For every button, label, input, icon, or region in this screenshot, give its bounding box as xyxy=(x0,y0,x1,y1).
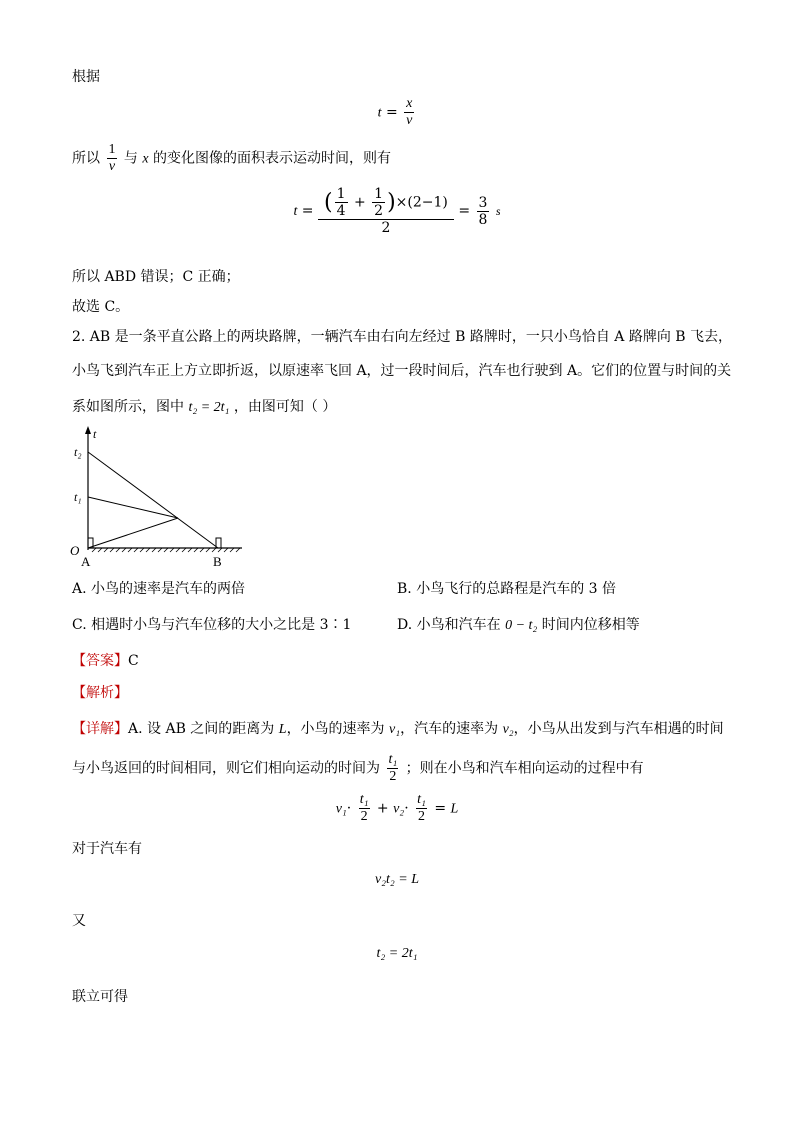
eq3-frac1 xyxy=(358,792,371,825)
detail-fd: 2 xyxy=(389,769,397,784)
bird-outbound-line xyxy=(88,518,178,548)
equation-t2-2t1: t₂ = 2t₁ xyxy=(376,946,418,961)
eq3-frac2 xyxy=(415,792,428,825)
detail-l1b: ，小鸟的速率为 xyxy=(286,721,385,737)
t-axis-label: t xyxy=(93,427,97,441)
eq2-lhs: t xyxy=(293,204,298,219)
p2-b: 与 xyxy=(123,150,138,167)
eq3-v1: v₁ xyxy=(335,801,347,817)
text-abd-wrong: 所以 ABD 错误；C 正确； xyxy=(72,269,240,285)
option-b: B. 小鸟飞行的总路程是汽车的 3 倍 xyxy=(397,581,616,597)
eq2-rnum: 3 xyxy=(478,194,488,211)
eq3-L: L xyxy=(450,801,459,817)
p2-c: 的变化图像的面积表示运动时间，则有 xyxy=(153,150,392,167)
detail-fraction xyxy=(386,752,399,785)
eq1-den: v xyxy=(406,113,413,128)
t1-label: t₁ xyxy=(74,490,82,504)
eq2-big-fraction: ( $\frac{1}{4}$ + $\frac{1}{2}$ )×(2−1) 2 xyxy=(320,186,452,236)
text-for-car: 对于汽车有 xyxy=(72,841,142,857)
text-according: 根据 xyxy=(72,69,100,85)
detail-tag: 【详解】 xyxy=(72,721,128,737)
p2-fden: v xyxy=(108,159,116,174)
p2-fnum: 1 xyxy=(108,142,116,157)
detail-l1a: A. 设 AB 之间的距离为 xyxy=(128,721,275,737)
detail-v2: v₂ xyxy=(502,722,514,737)
detail-l2a: 与小鸟返回的时间相同，则它们相向运动的时间为 xyxy=(72,760,380,777)
question-2-line1: 2. AB 是一条平直公路上的两块路牌，一辆汽车由右向左经过 B 路牌时，一只小鸟恰自 A 路牌向 B 飞去， xyxy=(72,329,733,345)
option-d-post: 时间内位移相等 xyxy=(541,617,640,633)
detail-line1 xyxy=(72,718,724,738)
p2-x: x xyxy=(142,151,149,167)
eq3-v2: v₂ xyxy=(393,801,405,817)
question-2-line2: 小鸟飞到汽车正上方立即折返，以原速率飞回 A，过一段时间后，汽车也行驶到 A。它们的位置与时间的关 xyxy=(72,363,732,379)
bird-return-line xyxy=(88,497,178,518)
detail-l1c: ，汽车的速率为 xyxy=(400,721,499,737)
analysis-tag: 【解析】 xyxy=(72,685,128,701)
car-line xyxy=(88,452,218,548)
eq3-t1b: t₁ xyxy=(417,792,426,807)
text-also: 又 xyxy=(72,913,86,929)
label-b: B xyxy=(213,554,222,569)
question-2-line3 xyxy=(72,396,336,416)
q2-line3b: ，由图可知（ ） xyxy=(233,399,337,415)
eq3-t1a: t₁ xyxy=(359,792,369,807)
detail-line2 xyxy=(72,752,644,785)
q2-line3-eq: t₂ = 2t₁ xyxy=(188,400,230,415)
eq2-c: 1 xyxy=(374,186,384,202)
eq2-b: 4 xyxy=(336,203,346,219)
eq2-d: 2 xyxy=(374,203,384,219)
eq3-two-a: 2 xyxy=(360,809,368,824)
p2-fraction xyxy=(106,142,117,175)
option-d xyxy=(397,614,640,634)
option-a: A. 小鸟的速率是汽车的两倍 xyxy=(72,581,246,597)
answer-tag: 【答案】 xyxy=(72,653,128,669)
eq2-a: 1 xyxy=(336,186,346,202)
eq2-times: ×(2−1) xyxy=(395,194,448,211)
eq1-lhs: t xyxy=(377,105,382,121)
text-combine: 联立可得 xyxy=(72,989,128,1005)
t-axis-arrow-icon xyxy=(85,426,91,434)
eq1-num: x xyxy=(406,96,413,111)
text-area-meaning xyxy=(72,142,391,175)
equation-car: v₂t₂ = L xyxy=(374,872,420,887)
detail-L: L xyxy=(278,722,287,737)
answer-line xyxy=(72,650,139,670)
label-a: A xyxy=(81,554,91,569)
option-d-pre: D. 小鸟和汽车在 xyxy=(397,617,501,633)
option-d-eq: 0 − t₂ xyxy=(505,618,538,633)
origin-label: O xyxy=(70,543,80,558)
equation-time-area: t = ( $\frac{1}{4}$ + $\frac{1}{2}$ )×(2−1) 2 = $\frac{3}{8}$ s xyxy=(293,186,501,236)
eq2-den: 2 xyxy=(318,219,454,236)
detail-v1: v₁ xyxy=(389,722,401,737)
eq2-result-fraction xyxy=(477,195,490,228)
answer-value: C xyxy=(128,653,139,669)
option-c: C. 相遇时小鸟与汽车位移的大小之比是 3∶1 xyxy=(72,617,352,633)
q2-line3a: 系如图所示，图中 xyxy=(72,399,184,415)
detail-fn: t₁ xyxy=(388,752,398,767)
equation-meeting: v₁· $\frac{\text{t₁}}{2}$ + v₂· $\frac{\text{t₁}}{2}$ = L xyxy=(335,792,459,824)
t2-label: t₂ xyxy=(74,445,82,459)
detail-l2b: ；则在小鸟和汽车相向运动的过程中有 xyxy=(405,760,644,777)
text-choose-c: 故选 C。 xyxy=(72,299,130,315)
equation-t-x-over-v: t = $\frac{x}{v}$ xyxy=(377,96,413,128)
eq2-rden: 8 xyxy=(478,211,488,228)
eq3-two-b: 2 xyxy=(417,809,425,824)
eq2-unit: s xyxy=(495,204,501,218)
position-time-figure xyxy=(66,424,256,570)
eq1-fraction xyxy=(404,96,414,129)
detail-l1d: ，小鸟从出发到与汽车相遇的时间 xyxy=(513,721,724,737)
p2-a: 所以 xyxy=(72,150,100,167)
